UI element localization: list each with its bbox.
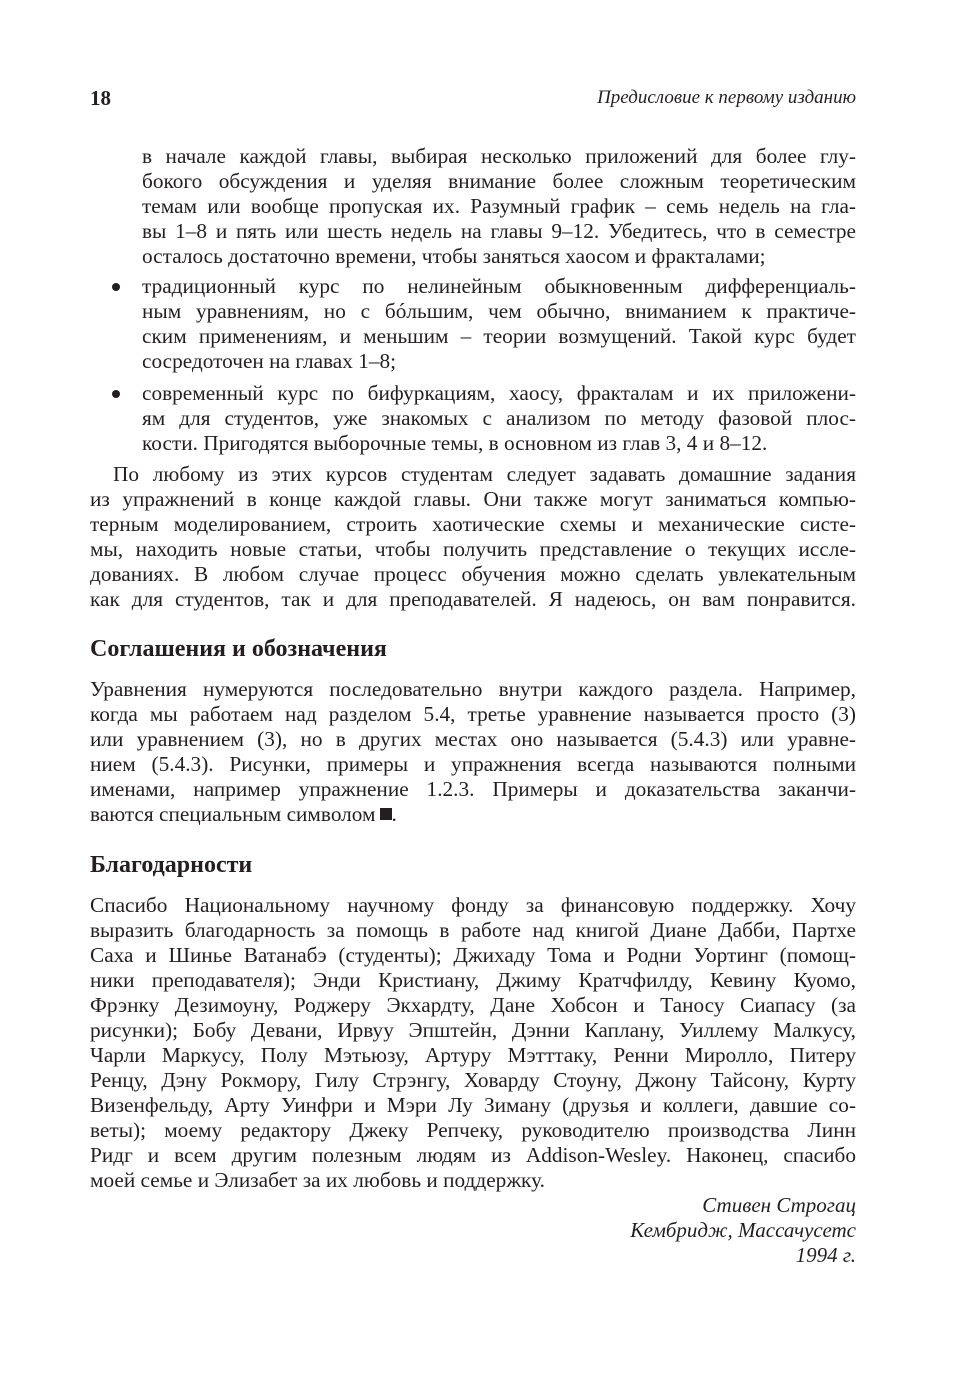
text-line: Спасибо Национальному научному фонду за финансовую поддержку. Хочу (90, 893, 856, 917)
bullet-icon (112, 390, 120, 398)
text-line: Саха и Шинье Ватанабэ (студенты); Джихаду Тома и Родни Уортинг (помощ- (90, 943, 856, 967)
text-line: нием (5.4.3). Рисунки, примеры и упражнения всегда называются полными (90, 752, 856, 776)
text-line: Ридг и всем другим полезным людям из Addison-Wesley. Наконец, спасибо (90, 1143, 856, 1167)
text-line: кости. Пригодятся выборочные темы, в основном из глав 3, 4 и 8–12. (142, 431, 768, 455)
text-line: именами, например упражнение 1.2.3. Примеры и доказательства заканчи- (90, 777, 856, 801)
text-line: Уравнения нумеруются последовательно внутри каждого раздела. Например, (90, 677, 856, 701)
text-line: бокого обсуждения и уделяя внимание более сложным теоретическим (142, 169, 856, 193)
text-line: как для студентов, так и для преподавателей. Я надеюсь, он вам понравится. (90, 587, 856, 611)
signature-place: Кембридж, Массачусетс (630, 1218, 856, 1242)
signature-author: Стивен Строгац (702, 1193, 856, 1217)
text-line: терным моделированием, строить хаотические схемы и механические систе- (90, 512, 856, 536)
text-line: Фрэнку Дезимоуну, Роджеру Экхардту, Дане Хобсон и Таносу Сиапасу (за (90, 993, 856, 1017)
text-line: ским применениям, и меньшим – теории возмущений. Такой курс будет (142, 324, 856, 348)
text-line: рисунки); Бобу Девани, Ирвуу Эпштейн, Дэнни Каплану, Уиллему Малкусу, (90, 1018, 856, 1042)
text-line: традиционный курс по нелинейным обыкновенным дифференциаль- (142, 274, 856, 298)
end-punctuation: . (391, 802, 397, 826)
text-line: когда мы работаем над разделом 5.4, третье уравнение называется просто (3) (90, 702, 856, 726)
qed-square-icon (380, 808, 392, 820)
text-line: осталось достаточно времени, чтобы заняться хаосом и фракталами; (142, 244, 766, 268)
text-line: Чарли Маркусу, Полу Мэтьюзу, Артуру Мэтттаку, Ренни Миролло, Питеру (90, 1043, 856, 1067)
text-line: ям для студентов, уже знакомых с анализом по методу фазовой плос- (142, 406, 856, 430)
text-line: веты); моему редактору Джеку Репчеку, руководителю производства Линн (90, 1118, 856, 1142)
bullet-icon (112, 283, 120, 291)
signature-year: 1994 г. (795, 1243, 856, 1267)
text-line: из упражнений в конце каждой главы. Они также могут заниматься компью- (90, 487, 856, 511)
text-line: в начале каждой главы, выбирая несколько приложений для более глу- (142, 144, 856, 168)
running-title: Предисловие к первому изданию (597, 87, 856, 108)
section-heading-conventions: Соглашения и обозначения (90, 636, 387, 662)
text-line-last (90, 802, 856, 827)
text-line: моей семье и Элизабет за их любовь и поддержку. (90, 1168, 545, 1192)
text-line: ники преподавателя); Энди Кристиану, Джиму Кратчфилду, Кевину Куомо, (90, 968, 856, 992)
text-line: вы 1–8 и пять или шесть недель на главы 9–12. Убедитесь, что в семестре (142, 219, 856, 243)
text-line: По любому из этих курсов студентам следует задавать домашние задания (113, 462, 856, 486)
text-line: выразить благодарность за помощь в работе над книгой Диане Дабби, Партхе (90, 918, 856, 942)
section-heading-acknowledgments: Благодарности (90, 852, 253, 878)
text-line: ваются специальным символом (90, 802, 376, 826)
text-line: мы, находить новые статьи, чтобы получить представление о текущих иссле- (90, 537, 856, 561)
text-line: современный курс по бифуркациям, хаосу, фракталам и их приложени- (142, 381, 856, 405)
text-line: Визенфельду, Арту Уинфри и Мэри Лу Зиману (друзья и коллеги, давшие со- (90, 1093, 856, 1117)
page-number: 18 (90, 86, 111, 110)
text-line: сосредоточен на главах 1–8; (142, 349, 397, 373)
text-line: или уравнением (3), но в других местах оно называется (5.4.3) или уравне- (90, 727, 856, 751)
running-head (90, 86, 856, 114)
text-line: Ренцу, Дэну Рокмору, Гилу Стрэнгу, Ховарду Стоуну, Джону Тайсону, Курту (90, 1068, 856, 1092)
text-line: дованиях. В любом случае процесс обучения можно сделать увлекательным (90, 562, 856, 586)
text-line: ным уравнениям, но с бóльшим, чем обычно, вниманием к практиче- (142, 299, 856, 323)
text-line: темам или вообще пропуская их. Разумный график – семь недель на гла- (142, 194, 856, 218)
